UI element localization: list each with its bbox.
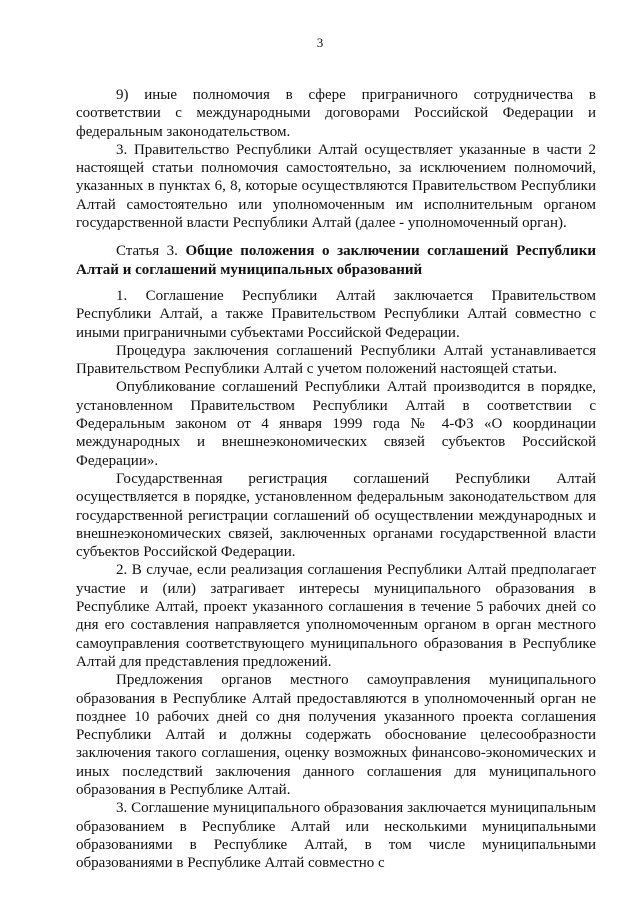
paragraph-publication: Опубликование соглашений Республики Алтай производится в порядке, установленном Правительством Республики Алтай в соответствии с Федеральным законом от 4 января 1999 года № 4-ФЗ «О координации международных и внешнеэкономических связей субъектов Российской Федерации». <box>76 379 596 469</box>
article-title: Общие положения о заключении соглашений Республики Алтай и соглашений муниципальных образований <box>76 243 596 278</box>
paragraph-1: 1. Соглашение Республики Алтай заключается Правительством Республики Алтай, а также Правительством Республики Алтай совместно с иными приграничными субъектами Российской Федерации. <box>76 287 596 341</box>
paragraph-2: 2. В случае, если реализация соглашения Республики Алтай предполагает участие и (или) затрагивает интересы муниципального образования в Республике Алтай, проект указанного соглашения в течение 5 рабочих дней со дня его составления направляется уполномоченным органом в орган местного самоуправления соответствующего муниципального образования в Республике Алтай для представления предложений. <box>76 562 596 670</box>
article-heading <box>76 242 596 279</box>
paragraph-registration: Государственная регистрация соглашений Республики Алтай осуществляется в порядке, установленном федеральным законодательством для государственной регистрации соглашений об осуществлении международных и внешнеэкономических связей, заключенных органами государственной власти субъектов Российской Федерации. <box>76 470 596 561</box>
paragraph-3: 3. Соглашение муниципального образования заключается муниципальным образованием в Республике Алтай или несколькими муниципальными образованиями в Республике Алтай, в том числе муниципальными образованиями в Республике Алтай совместно с <box>76 800 596 872</box>
page-number: 3 <box>316 35 324 50</box>
document-body <box>76 86 596 872</box>
paragraph-proposals: Предложения органов местного самоуправления муниципального образования в Республике Алтай предоставляются в уполномоченный орган не позднее 10 рабочих дней со дня получения указанного проекта соглашения Республики Алтай и должны содержать обоснование целесообразности заключения такого соглашения, оценку возможных финансово-экономических и иных последствий заключения данного соглашения для муниципального образования в Республике Алтай. <box>76 672 596 798</box>
paragraph-part-3: 3. Правительство Республики Алтай осуществляет указанные в части 2 настоящей статьи полномочия самостоятельно, за исключением полномочий, указанных в пунктах 6, 8, которые осуществляются Правительством Республики Алтай самостоятельно или уполномоченным им исполнительным органом государственной власти Республики Алтай (далее - уполномоченный орган). <box>76 141 596 232</box>
paragraph-procedure: Процедура заключения соглашений Республики Алтай устанавливается Правительством Республики Алтай с учетом положений настоящей статьи. <box>76 342 596 378</box>
article-number: Статья 3. <box>116 243 178 260</box>
paragraph-item-9: 9) иные полномочия в сфере приграничного сотрудничества в соответствии с международными договорами Российской Федерации и федеральным законодательством. <box>76 87 596 140</box>
